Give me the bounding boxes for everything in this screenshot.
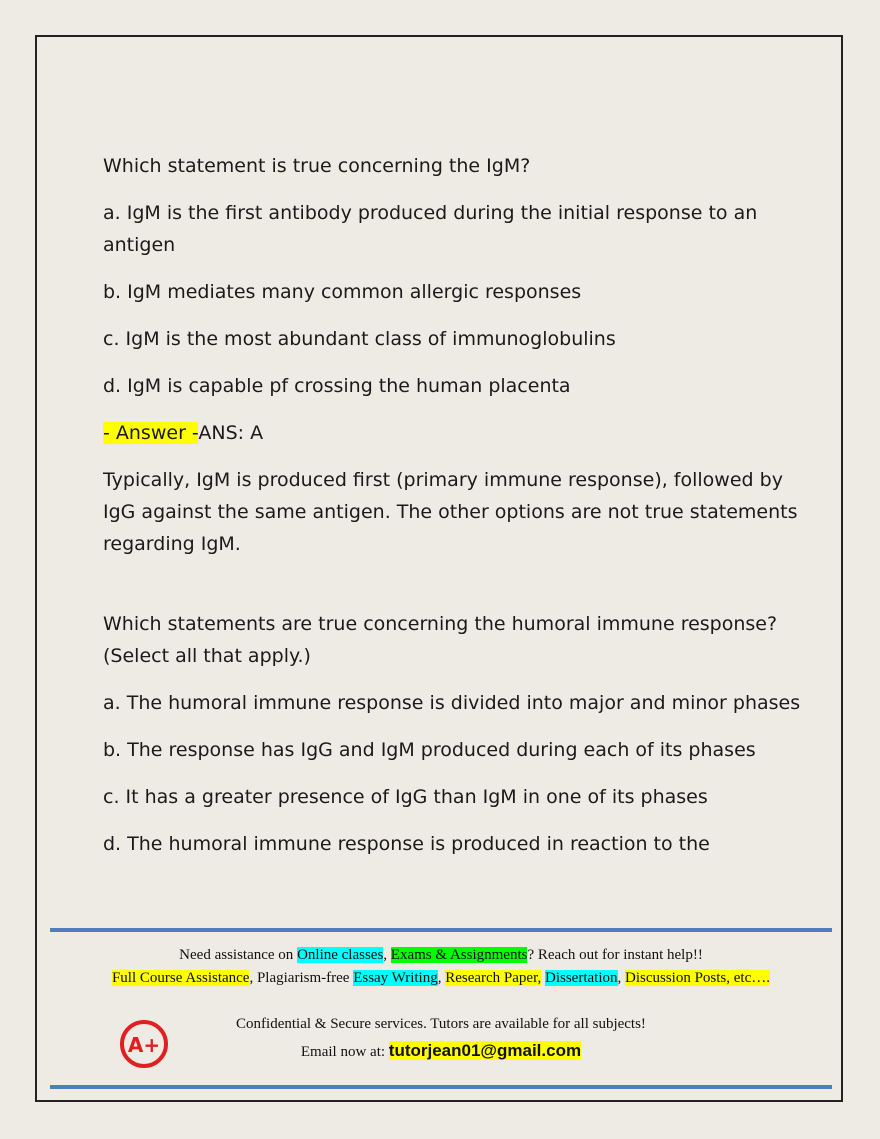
footer-text: ,	[437, 970, 446, 986]
q1-option-b: b. IgM mediates many common allergic responses	[103, 281, 582, 303]
q2-question: Which statements are true concerning the humoral immune response? (Select all that apply.)	[103, 613, 778, 667]
online-classes-link[interactable]: Online classes	[297, 947, 384, 963]
q2-option-a: a. The humoral immune response is divided into major and minor phases	[103, 692, 801, 714]
q2-option-d: d. The humoral immune response is produced in reaction to the	[103, 833, 710, 855]
email-label: Email now at:	[300, 1044, 389, 1060]
q1-option-d: d. IgM is capable pf crossing the human placenta	[103, 375, 571, 397]
document-body	[103, 150, 803, 875]
full-course-link[interactable]: Full Course Assistance	[111, 970, 250, 986]
footer-top-rule	[50, 928, 832, 932]
q2-option-c: c. It has a greater presence of IgG than IgM in one of its phases	[103, 786, 708, 808]
discussion-posts-link[interactable]: Discussion Posts, etc….	[625, 970, 771, 986]
dissertation-link[interactable]: Dissertation	[545, 970, 618, 986]
q1-explanation: Typically, IgM is produced first (primary immune response), followed by IgG against the same antigen. The other options are not true statements regarding IgM.	[103, 469, 798, 555]
footer-text: ,	[383, 947, 391, 963]
footer-line-1	[50, 944, 832, 967]
footer-bottom-rule	[50, 1085, 832, 1089]
q1-question: Which statement is true concerning the IgM?	[103, 155, 531, 177]
svg-text:A+: A+	[127, 1033, 161, 1057]
footer-promo	[50, 944, 832, 990]
q2-option-b: b. The response has IgG and IgM produced during each of its phases	[103, 739, 756, 761]
q1-answer	[103, 417, 803, 449]
answer-value: ANS: A	[198, 422, 264, 444]
footer-text: ,	[617, 970, 625, 986]
essay-writing-link[interactable]: Essay Writing	[353, 970, 438, 986]
exams-assignments-link[interactable]: Exams & Assignments	[390, 947, 528, 963]
footer-text: , Plagiarism-free	[249, 970, 354, 986]
answer-prefix: - Answer -	[103, 422, 199, 444]
footer-line-2	[50, 967, 832, 990]
q1-option-a: a. IgM is the first antibody produced during the initial response to an antigen	[103, 202, 758, 256]
footer-text: ? Reach out for instant help!!	[527, 947, 703, 963]
email-link[interactable]: tutorjean01@gmail.com	[388, 1041, 582, 1060]
confidential-line: Confidential & Secure services. Tutors are available for all subjects!	[236, 1016, 646, 1032]
footer-contact	[50, 1013, 832, 1064]
footer-text: Need assistance on	[179, 947, 298, 963]
email-line	[50, 1039, 832, 1064]
q1-option-c: c. IgM is the most abundant class of immunoglobulins	[103, 328, 616, 350]
research-paper-link[interactable]: Research Paper,	[445, 970, 542, 986]
